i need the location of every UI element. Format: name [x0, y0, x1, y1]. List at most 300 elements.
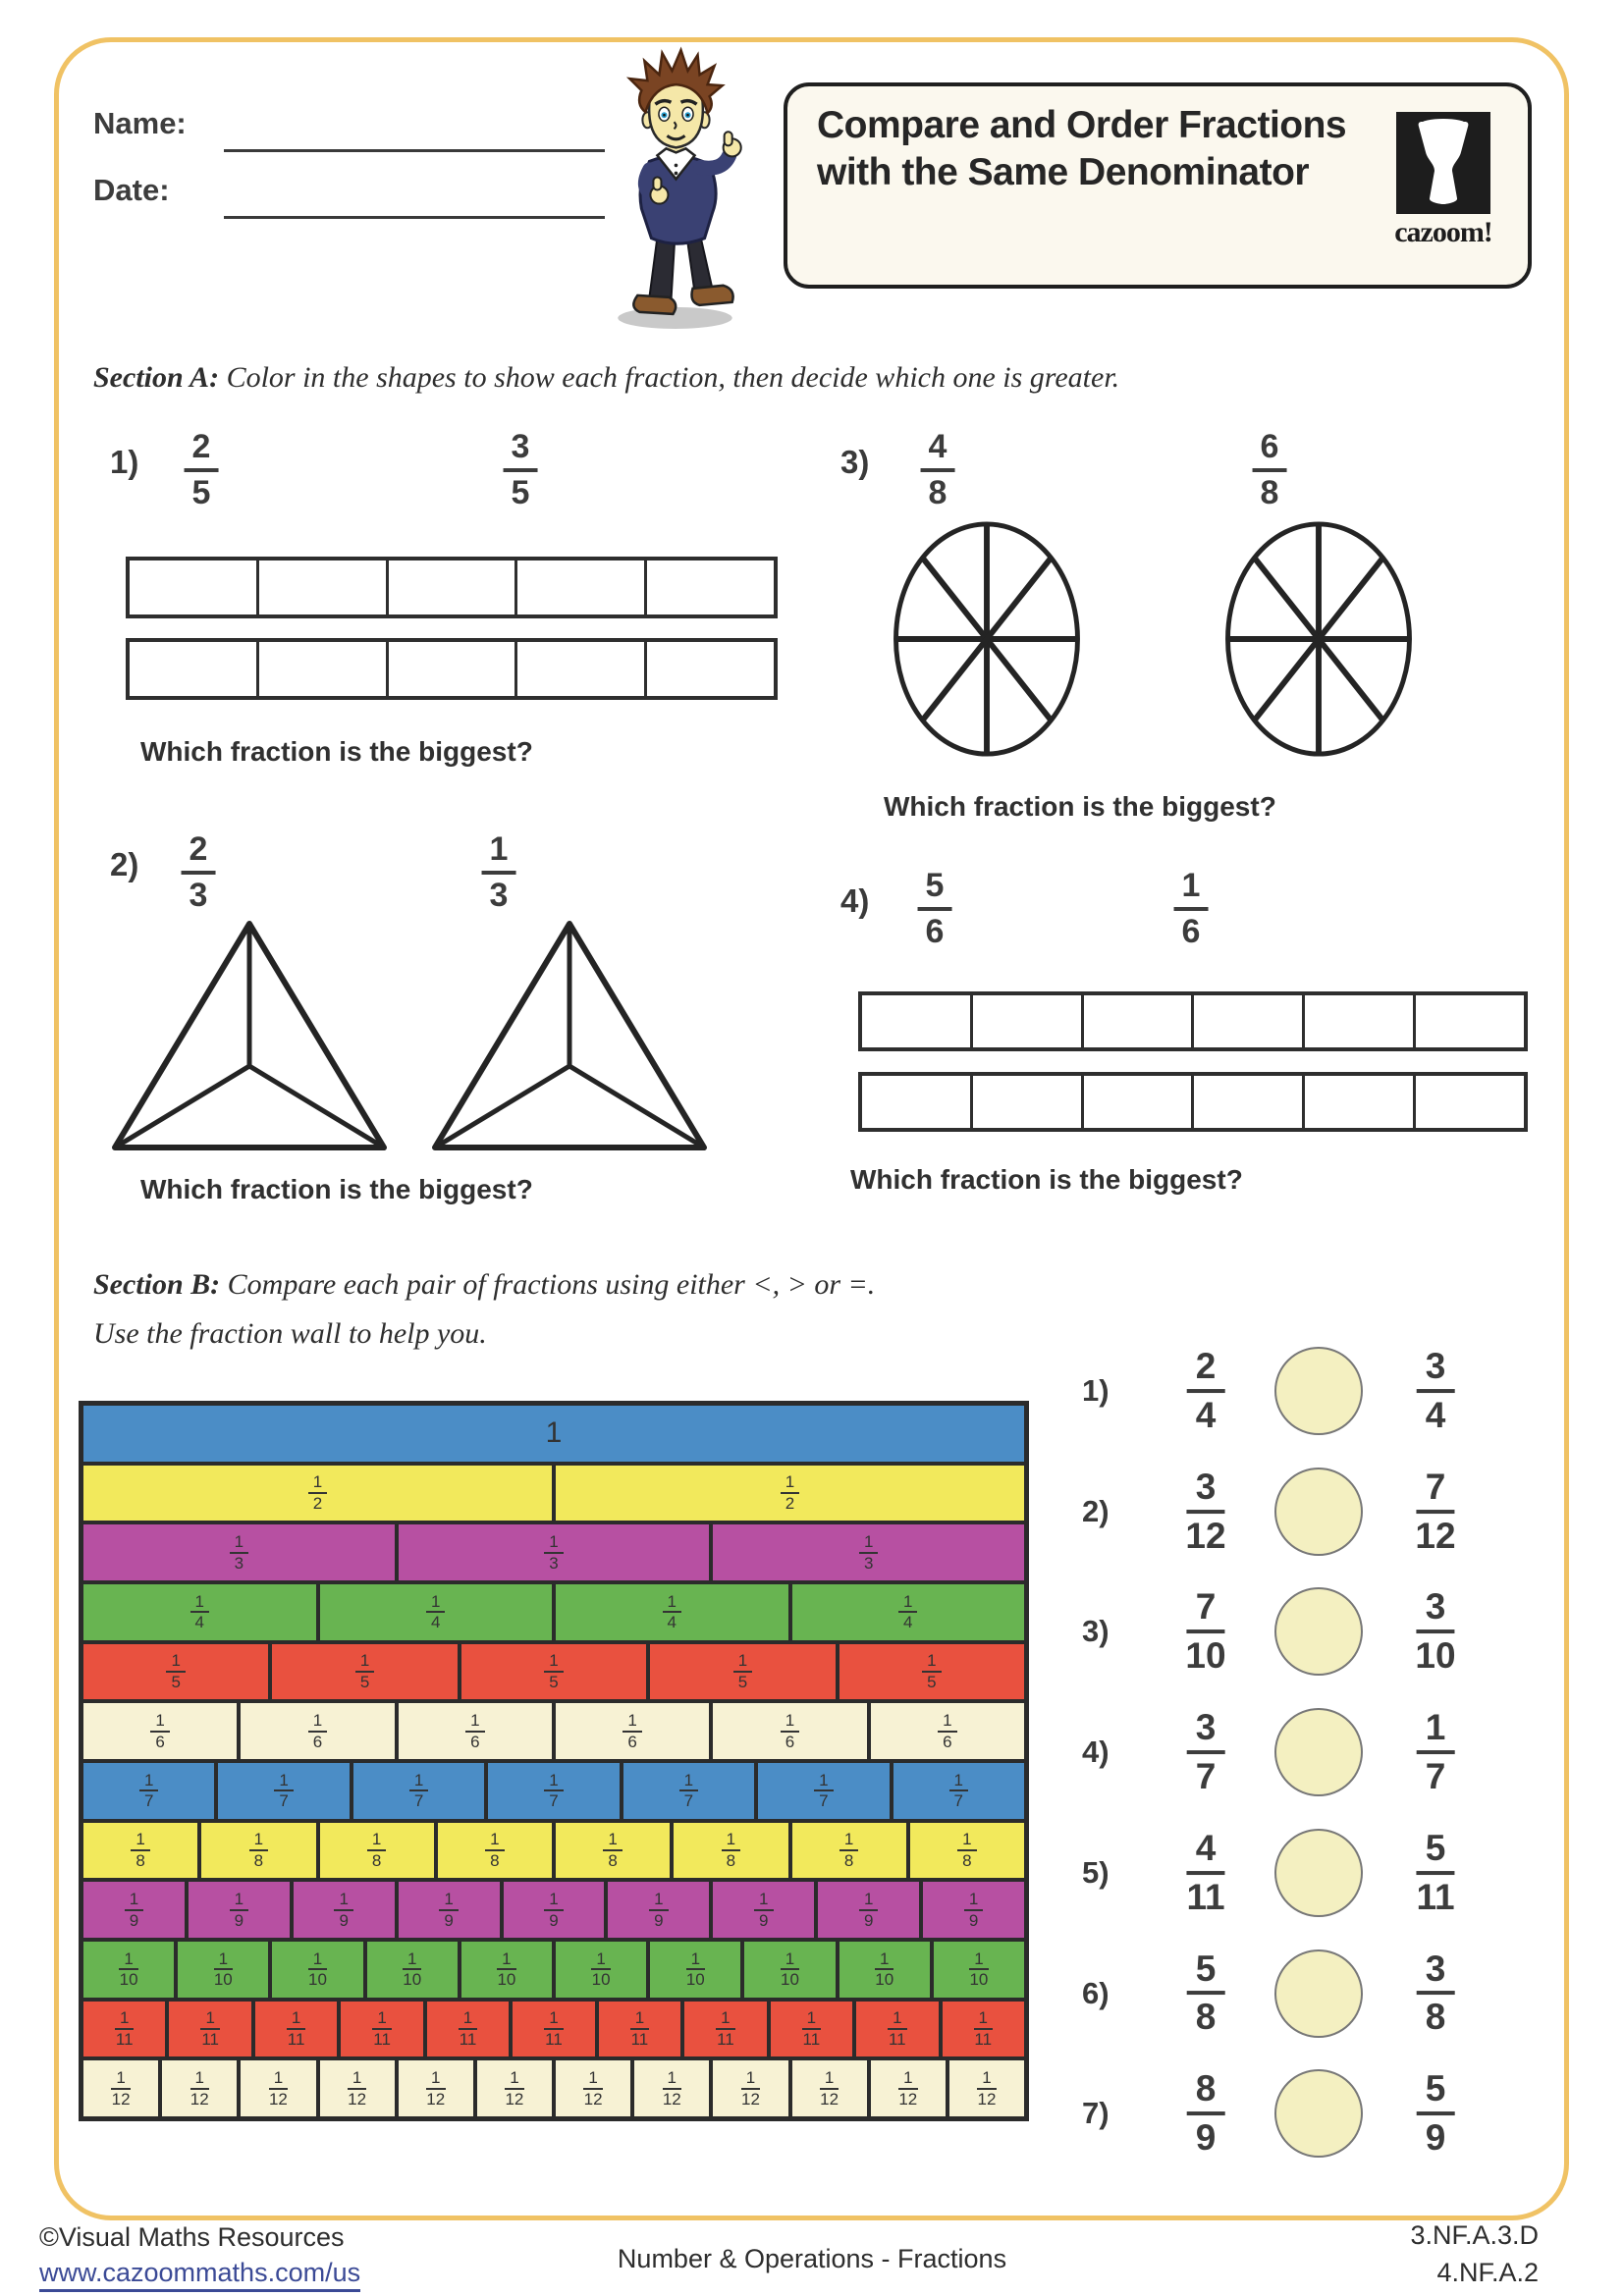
wall-cell-1-2 [81, 1464, 554, 1523]
numerator: 1 [781, 1950, 799, 1971]
wall-cell-1-7 [892, 1761, 1026, 1821]
denominator: 11 [802, 2030, 821, 2050]
wall-fraction-label [287, 2009, 305, 2049]
problem-4-left-fraction [918, 868, 952, 951]
wall-cell-1-5 [648, 1642, 837, 1702]
denominator: 10 [213, 1970, 233, 1990]
denominator: 12 [583, 2089, 603, 2109]
denominator: 11 [287, 2030, 305, 2050]
date-label: Date: [93, 173, 170, 207]
numerator: 1 [482, 831, 516, 875]
wall-fraction-label [439, 1891, 458, 1930]
section-b-label: Section B: [93, 1268, 221, 1301]
numerator: 1 [200, 2009, 219, 2030]
wall-fraction-label [544, 1772, 563, 1811]
comparison-right-fraction [1416, 1829, 1454, 1917]
numerator: 1 [497, 1950, 515, 1971]
problem-4-bar-bottom[interactable] [858, 1072, 1528, 1132]
denominator: 9 [444, 1910, 454, 1930]
section-a-label: Section A: [93, 361, 220, 394]
denominator: 12 [1185, 1515, 1226, 1556]
wall-cell-1-10 [176, 1940, 270, 2000]
wall-fraction-label [111, 2069, 130, 2109]
wall-cell-1-12 [81, 2058, 160, 2118]
wall-cell-1-5 [838, 1642, 1026, 1702]
wall-fraction-label [591, 1950, 610, 1990]
numerator: 1 [781, 1712, 799, 1733]
denominator: 8 [135, 1851, 145, 1871]
numerator: 1 [269, 2069, 288, 2090]
name-input-line[interactable] [224, 112, 605, 152]
wall-cell-1-9 [292, 1880, 397, 1940]
wall-fraction-label [859, 1891, 878, 1930]
problem-4-question: Which fraction is the biggest? [850, 1164, 1243, 1195]
wall-row-6 [81, 1701, 1026, 1761]
numerator: 1 [308, 1712, 327, 1733]
denominator: 8 [490, 1851, 500, 1871]
numerator: 1 [439, 1891, 458, 1911]
wall-cell-1-8 [199, 1821, 317, 1881]
denominator: 10 [781, 1970, 799, 1990]
numerator: 1 [630, 2009, 649, 2030]
problem-3-circle-left[interactable] [889, 518, 1085, 760]
wall-fraction-label [308, 1473, 327, 1513]
denominator: 11 [373, 2030, 391, 2050]
wall-fraction-label [355, 1652, 374, 1691]
denominator: 8 [1260, 474, 1279, 512]
numerator: 1 [969, 1950, 988, 1971]
denominator: 8 [371, 1851, 382, 1871]
numerator: 1 [348, 2069, 366, 2090]
wall-cell-1-3 [81, 1522, 397, 1582]
wall-cell-1-4 [81, 1582, 318, 1642]
numerator: 1 [663, 2069, 681, 2090]
denominator: 4 [194, 1613, 204, 1632]
bar-segment[interactable] [644, 561, 774, 614]
wall-cell-1-7 [81, 1761, 216, 1821]
numerator: 1 [125, 1891, 143, 1911]
wall-fraction-label [230, 1533, 248, 1573]
wall-row-2 [81, 1464, 1026, 1523]
wall-fraction-label [922, 1652, 941, 1691]
bar-segment[interactable] [862, 995, 970, 1047]
denominator: 12 [348, 2089, 367, 2109]
wall-fraction-label [269, 2069, 288, 2109]
wall-cell-1-9 [606, 1880, 711, 1940]
comparison-number: 6) [1082, 1975, 1110, 2010]
wall-fraction-label [663, 1593, 681, 1632]
numerator: 1 [230, 1891, 248, 1911]
numerator: 1 [131, 1831, 149, 1851]
denominator: 5 [927, 1673, 937, 1692]
problem-2-triangle-left[interactable] [110, 919, 389, 1154]
wall-cell-1-10 [270, 1940, 364, 2000]
problem-2-question: Which fraction is the biggest? [140, 1174, 533, 1204]
numerator: 1 [859, 1533, 878, 1554]
wall-cell-1-12 [632, 2058, 711, 2118]
wall-cell-1 [81, 1404, 1026, 1464]
denominator: 7 [953, 1791, 963, 1811]
denominator: 8 [253, 1851, 264, 1871]
denominator: 6 [925, 913, 945, 951]
numerator: 2 [185, 429, 219, 472]
wall-row-8 [81, 1821, 1026, 1881]
denominator: 11 [888, 2030, 906, 2050]
numerator: 5 [1187, 1949, 1225, 1996]
wall-fraction-label [649, 1891, 668, 1930]
denominator: 3 [863, 1553, 874, 1573]
bar-segment[interactable] [1081, 1076, 1192, 1128]
denominator: 3 [549, 1553, 559, 1573]
numerator: 1 [150, 1712, 169, 1733]
wall-cell-1-10 [648, 1940, 742, 2000]
numerator: 1 [859, 1891, 878, 1911]
numerator: 1 [977, 2069, 996, 2090]
numerator: 1 [214, 1950, 233, 1971]
wall-cell-1-8 [436, 1821, 554, 1881]
numerator: 1 [922, 1652, 941, 1673]
denominator: 10 [591, 1970, 611, 1990]
numerator: 1 [583, 2069, 602, 2090]
wall-fraction-label [977, 2069, 996, 2109]
comparison-row-1 [1060, 1342, 1571, 1440]
numerator: 1 [733, 1652, 752, 1673]
comparison-row-6 [1060, 1945, 1571, 2043]
numerator: 1 [974, 2009, 993, 2030]
wall-row-9 [81, 1880, 1026, 1940]
wall-fraction-label [214, 1950, 233, 1990]
bar-segment[interactable] [386, 561, 515, 614]
numerator: 1 [505, 2069, 523, 2090]
wall-fraction-label [497, 1950, 515, 1990]
problem-1-left-fraction [185, 429, 219, 512]
denominator: 12 [505, 2089, 524, 2109]
wall-fraction-label [372, 2009, 391, 2049]
wall-row-5 [81, 1642, 1026, 1702]
bar-segment[interactable] [130, 561, 256, 614]
numerator: 1 [190, 2069, 209, 2090]
denominator: 10 [1415, 1635, 1456, 1677]
wall-fraction-label [544, 1533, 563, 1573]
denominator: 4 [1195, 1395, 1217, 1435]
comparison-left-fraction [1187, 1708, 1225, 1796]
comparison-answer-circle[interactable] [1274, 1587, 1363, 1676]
wall-cell-1-7 [216, 1761, 351, 1821]
denominator: 8 [928, 474, 947, 512]
numerator: 1 [716, 2009, 734, 2030]
numerator: 1 [839, 1831, 858, 1851]
numerator: 5 [918, 868, 952, 911]
numerator: 1 [426, 2069, 445, 2090]
wall-fraction-label [544, 2009, 563, 2049]
wall-fraction-label [949, 1772, 968, 1811]
numerator: 2 [182, 831, 216, 875]
wall-cell-1-5 [81, 1642, 270, 1702]
name-label: Name: [93, 106, 187, 140]
wall-cell-1-12 [554, 2058, 632, 2118]
comparison-number: 4) [1082, 1735, 1110, 1770]
numerator: 1 [249, 1831, 268, 1851]
denominator: 12 [977, 2089, 997, 2109]
denominator: 3 [234, 1553, 244, 1573]
problem-1-right-fraction [504, 429, 538, 512]
wall-fraction-label [308, 1712, 327, 1751]
bar-segment[interactable] [386, 642, 515, 696]
numerator: 1 [741, 2069, 760, 2090]
numerator: 1 [820, 2069, 839, 2090]
numerator: 2 [1187, 1347, 1225, 1393]
problem-2-triangle-right[interactable] [430, 919, 709, 1154]
footer-standard-code-1: 3.NF.A.3.D [1410, 2220, 1539, 2250]
numerator: 1 [888, 2009, 906, 2030]
denominator: 9 [129, 1910, 139, 1930]
bar-segment[interactable] [862, 1076, 970, 1128]
numerator: 1 [964, 1891, 983, 1911]
bar-segment[interactable] [1302, 1076, 1413, 1128]
wall-cell-1-11 [167, 2000, 252, 2059]
numerator: 1 [722, 1831, 740, 1851]
wall-fraction-label [898, 1593, 917, 1632]
wall-fraction-label [150, 1712, 169, 1751]
bar-segment[interactable] [514, 561, 644, 614]
numerator: 3 [1187, 1468, 1225, 1514]
numerator: 1 [938, 1712, 956, 1733]
numerator: 1 [623, 1712, 641, 1733]
comparison-right-fraction [1417, 1347, 1455, 1435]
denominator: 6 [785, 1732, 795, 1751]
numerator: 1 [1174, 868, 1209, 911]
section-a-instruction: Color in the shapes to show each fraction, then decide which one is greater. [226, 361, 1120, 394]
comparison-answer-circle[interactable] [1274, 1949, 1363, 2038]
wall-row-12 [81, 2058, 1026, 2118]
wall-fraction-label [964, 1891, 983, 1930]
wall-fraction-label [781, 1950, 799, 1990]
denominator: 7 [413, 1791, 424, 1811]
cazoom-logo [1384, 112, 1502, 249]
wall-fraction-label [663, 2069, 681, 2109]
wall-cell-1-7 [622, 1761, 756, 1821]
wall-fraction-label [308, 1950, 327, 1990]
problem-3-number: 3) [840, 444, 870, 480]
denominator: 2 [785, 1494, 795, 1513]
wall-fraction-label [781, 1473, 799, 1513]
wall-cell-1-10 [81, 1940, 176, 2000]
wall-cell-1-3 [397, 1522, 712, 1582]
wall-cell-1-10 [742, 1940, 837, 2000]
comparison-number: 1) [1082, 1373, 1110, 1408]
denominator: 12 [426, 2089, 446, 2109]
denominator: 8 [726, 1851, 736, 1871]
wall-fraction-label [348, 2069, 366, 2109]
denominator: 9 [863, 1910, 874, 1930]
wall-cell-1-7 [486, 1761, 621, 1821]
problem-2-right-fraction [482, 831, 516, 915]
section-b-instruction-line2: Use the fraction wall to help you. [93, 1317, 487, 1350]
denominator: 7 [549, 1791, 559, 1811]
denominator: 12 [1415, 1515, 1456, 1556]
wall-fraction-label [820, 2069, 839, 2109]
wall-cell-1-6 [397, 1701, 554, 1761]
wall-fraction-label [898, 2069, 917, 2109]
denominator: 9 [339, 1910, 349, 1930]
numerator: 1 [957, 1831, 976, 1851]
wall-cell-1-8 [81, 1821, 199, 1881]
numerator: 1 [663, 1593, 681, 1614]
comparison-answer-circle[interactable] [1274, 1468, 1363, 1556]
numerator: 1 [649, 1891, 668, 1911]
numerator: 1 [355, 1652, 374, 1673]
numerator: 1 [603, 1831, 622, 1851]
bar-segment[interactable] [970, 995, 1081, 1047]
comparison-left-fraction [1187, 1949, 1225, 2038]
numerator: 1 [875, 1950, 893, 1971]
bar-segment[interactable] [1413, 995, 1524, 1047]
denominator: 5 [359, 1673, 370, 1692]
denominator: 9 [759, 1910, 769, 1930]
numerator: 1 [802, 2009, 821, 2030]
bar-segment[interactable] [644, 642, 774, 696]
denominator: 2 [312, 1494, 323, 1513]
bar-segment[interactable] [970, 1076, 1081, 1128]
denominator: 11 [1416, 1876, 1455, 1917]
wall-cell-1-10 [838, 1940, 932, 2000]
wall-cell-1-11 [81, 2000, 167, 2059]
numerator: 1 [274, 1772, 293, 1792]
comparison-row-3 [1060, 1582, 1571, 1681]
wall-fraction-label [938, 1712, 956, 1751]
denominator: 11 [545, 2030, 563, 2050]
wall-cell-1-11 [253, 2000, 339, 2059]
denominator: 9 [654, 1910, 664, 1930]
problem-1-bar-bottom[interactable] [126, 638, 778, 700]
wall-fraction-label [505, 2069, 523, 2109]
wall-cell-1-9 [711, 1880, 816, 1940]
wall-fraction-label [119, 1950, 137, 1990]
bar-segment[interactable] [1191, 995, 1302, 1047]
wall-cell-1-6 [81, 1701, 239, 1761]
denominator: 9 [968, 1910, 979, 1930]
bar-segment[interactable] [514, 642, 644, 696]
title-box [784, 82, 1532, 289]
problem-4-bar-top[interactable] [858, 991, 1528, 1051]
denominator: 10 [497, 1970, 516, 1990]
comparison-answer-circle[interactable] [1274, 1829, 1363, 1917]
numerator: 1 [544, 1652, 563, 1673]
wall-fraction-label [733, 1652, 752, 1691]
bar-segment[interactable] [256, 561, 386, 614]
problem-4-number: 4) [840, 882, 870, 919]
wall-fraction-label [814, 1772, 833, 1811]
denominator: 4 [667, 1613, 677, 1632]
bar-segment[interactable] [130, 642, 256, 696]
wall-whole-label: 1 [545, 1416, 563, 1450]
numerator: 1 [544, 1772, 563, 1792]
bar-segment[interactable] [1413, 1076, 1524, 1128]
numerator: 1 [898, 1593, 917, 1614]
wall-cell-1-7 [756, 1761, 891, 1821]
wall-cell-1-12 [239, 2058, 317, 2118]
numerator: 7 [1417, 1468, 1455, 1514]
wall-fraction-label [115, 2009, 134, 2049]
wall-fraction-label [190, 2069, 209, 2109]
wall-fraction-label [630, 2009, 649, 2049]
wall-cell-1-12 [397, 2058, 475, 2118]
problem-2-left-fraction [182, 831, 216, 915]
comparison-number: 3) [1082, 1614, 1110, 1649]
numerator: 5 [1417, 1829, 1455, 1875]
wall-fraction-label [426, 2069, 445, 2109]
problem-3-question: Which fraction is the biggest? [884, 791, 1276, 822]
section-a-heading [93, 361, 1119, 395]
problem-3-circle-right[interactable] [1220, 518, 1417, 760]
wall-fraction-label [716, 2009, 734, 2049]
wall-cell-1-8 [554, 1821, 672, 1881]
bar-segment[interactable] [1302, 995, 1413, 1047]
section-b-heading-line1 [93, 1268, 875, 1302]
problem-1-bar-top[interactable] [126, 557, 778, 618]
wall-fraction-label [802, 2009, 821, 2049]
bar-segment[interactable] [1081, 995, 1192, 1047]
comparison-answer-circle[interactable] [1274, 1347, 1363, 1435]
wall-cell-1-9 [502, 1880, 607, 1940]
wall-cell-1-12 [947, 2058, 1026, 2118]
wall-fraction-label [334, 1891, 352, 1930]
comparison-right-fraction [1415, 1468, 1455, 1556]
wall-cell-1-2 [554, 1464, 1026, 1523]
denominator: 5 [511, 474, 530, 512]
denominator: 4 [431, 1613, 441, 1632]
wall-fraction-label [722, 1831, 740, 1870]
wall-fraction-label [603, 1831, 622, 1870]
footer-standard-code-2: 4.NF.A.2 [1436, 2258, 1539, 2287]
bar-segment[interactable] [1191, 1076, 1302, 1128]
denominator: 8 [1195, 1997, 1217, 2038]
comparison-answer-circle[interactable] [1274, 1708, 1363, 1796]
wall-fraction-label [888, 2009, 906, 2049]
bar-segment[interactable] [256, 642, 386, 696]
wall-fraction-label [459, 2009, 477, 2049]
numerator: 1 [1417, 1708, 1455, 1754]
problem-1-number: 1) [110, 444, 139, 480]
comparison-number: 5) [1082, 1854, 1110, 1890]
denominator: 6 [155, 1732, 165, 1751]
date-input-line[interactable] [224, 179, 605, 219]
numerator: 1 [544, 2009, 563, 2030]
comparison-answer-circle[interactable] [1274, 2069, 1363, 2158]
denominator: 7 [279, 1791, 289, 1811]
denominator: 8 [608, 1851, 618, 1871]
wall-row-10 [81, 1940, 1026, 2000]
wall-row-4 [81, 1582, 1026, 1642]
mascot-illustration [601, 45, 756, 336]
wall-fraction-label [403, 1950, 421, 1990]
footer-link[interactable]: www.cazoommaths.com/us [39, 2258, 360, 2292]
wall-row-1 [81, 1404, 1026, 1464]
denominator: 5 [549, 1673, 559, 1692]
denominator: 5 [171, 1673, 181, 1692]
comparison-right-fraction [1417, 2069, 1455, 2158]
numerator: 1 [308, 1473, 327, 1494]
wall-row-3 [81, 1522, 1026, 1582]
wall-cell-1-11 [339, 2000, 424, 2059]
numerator: 1 [679, 1772, 698, 1792]
denominator: 12 [820, 2089, 839, 2109]
denominator: 10 [875, 1970, 894, 1990]
denominator: 6 [943, 1732, 952, 1751]
section-b-instruction-line1: Compare each pair of fractions using either <, > or =. [227, 1268, 876, 1301]
denominator: 11 [115, 2030, 134, 2050]
wall-cell-1-8 [790, 1821, 908, 1881]
